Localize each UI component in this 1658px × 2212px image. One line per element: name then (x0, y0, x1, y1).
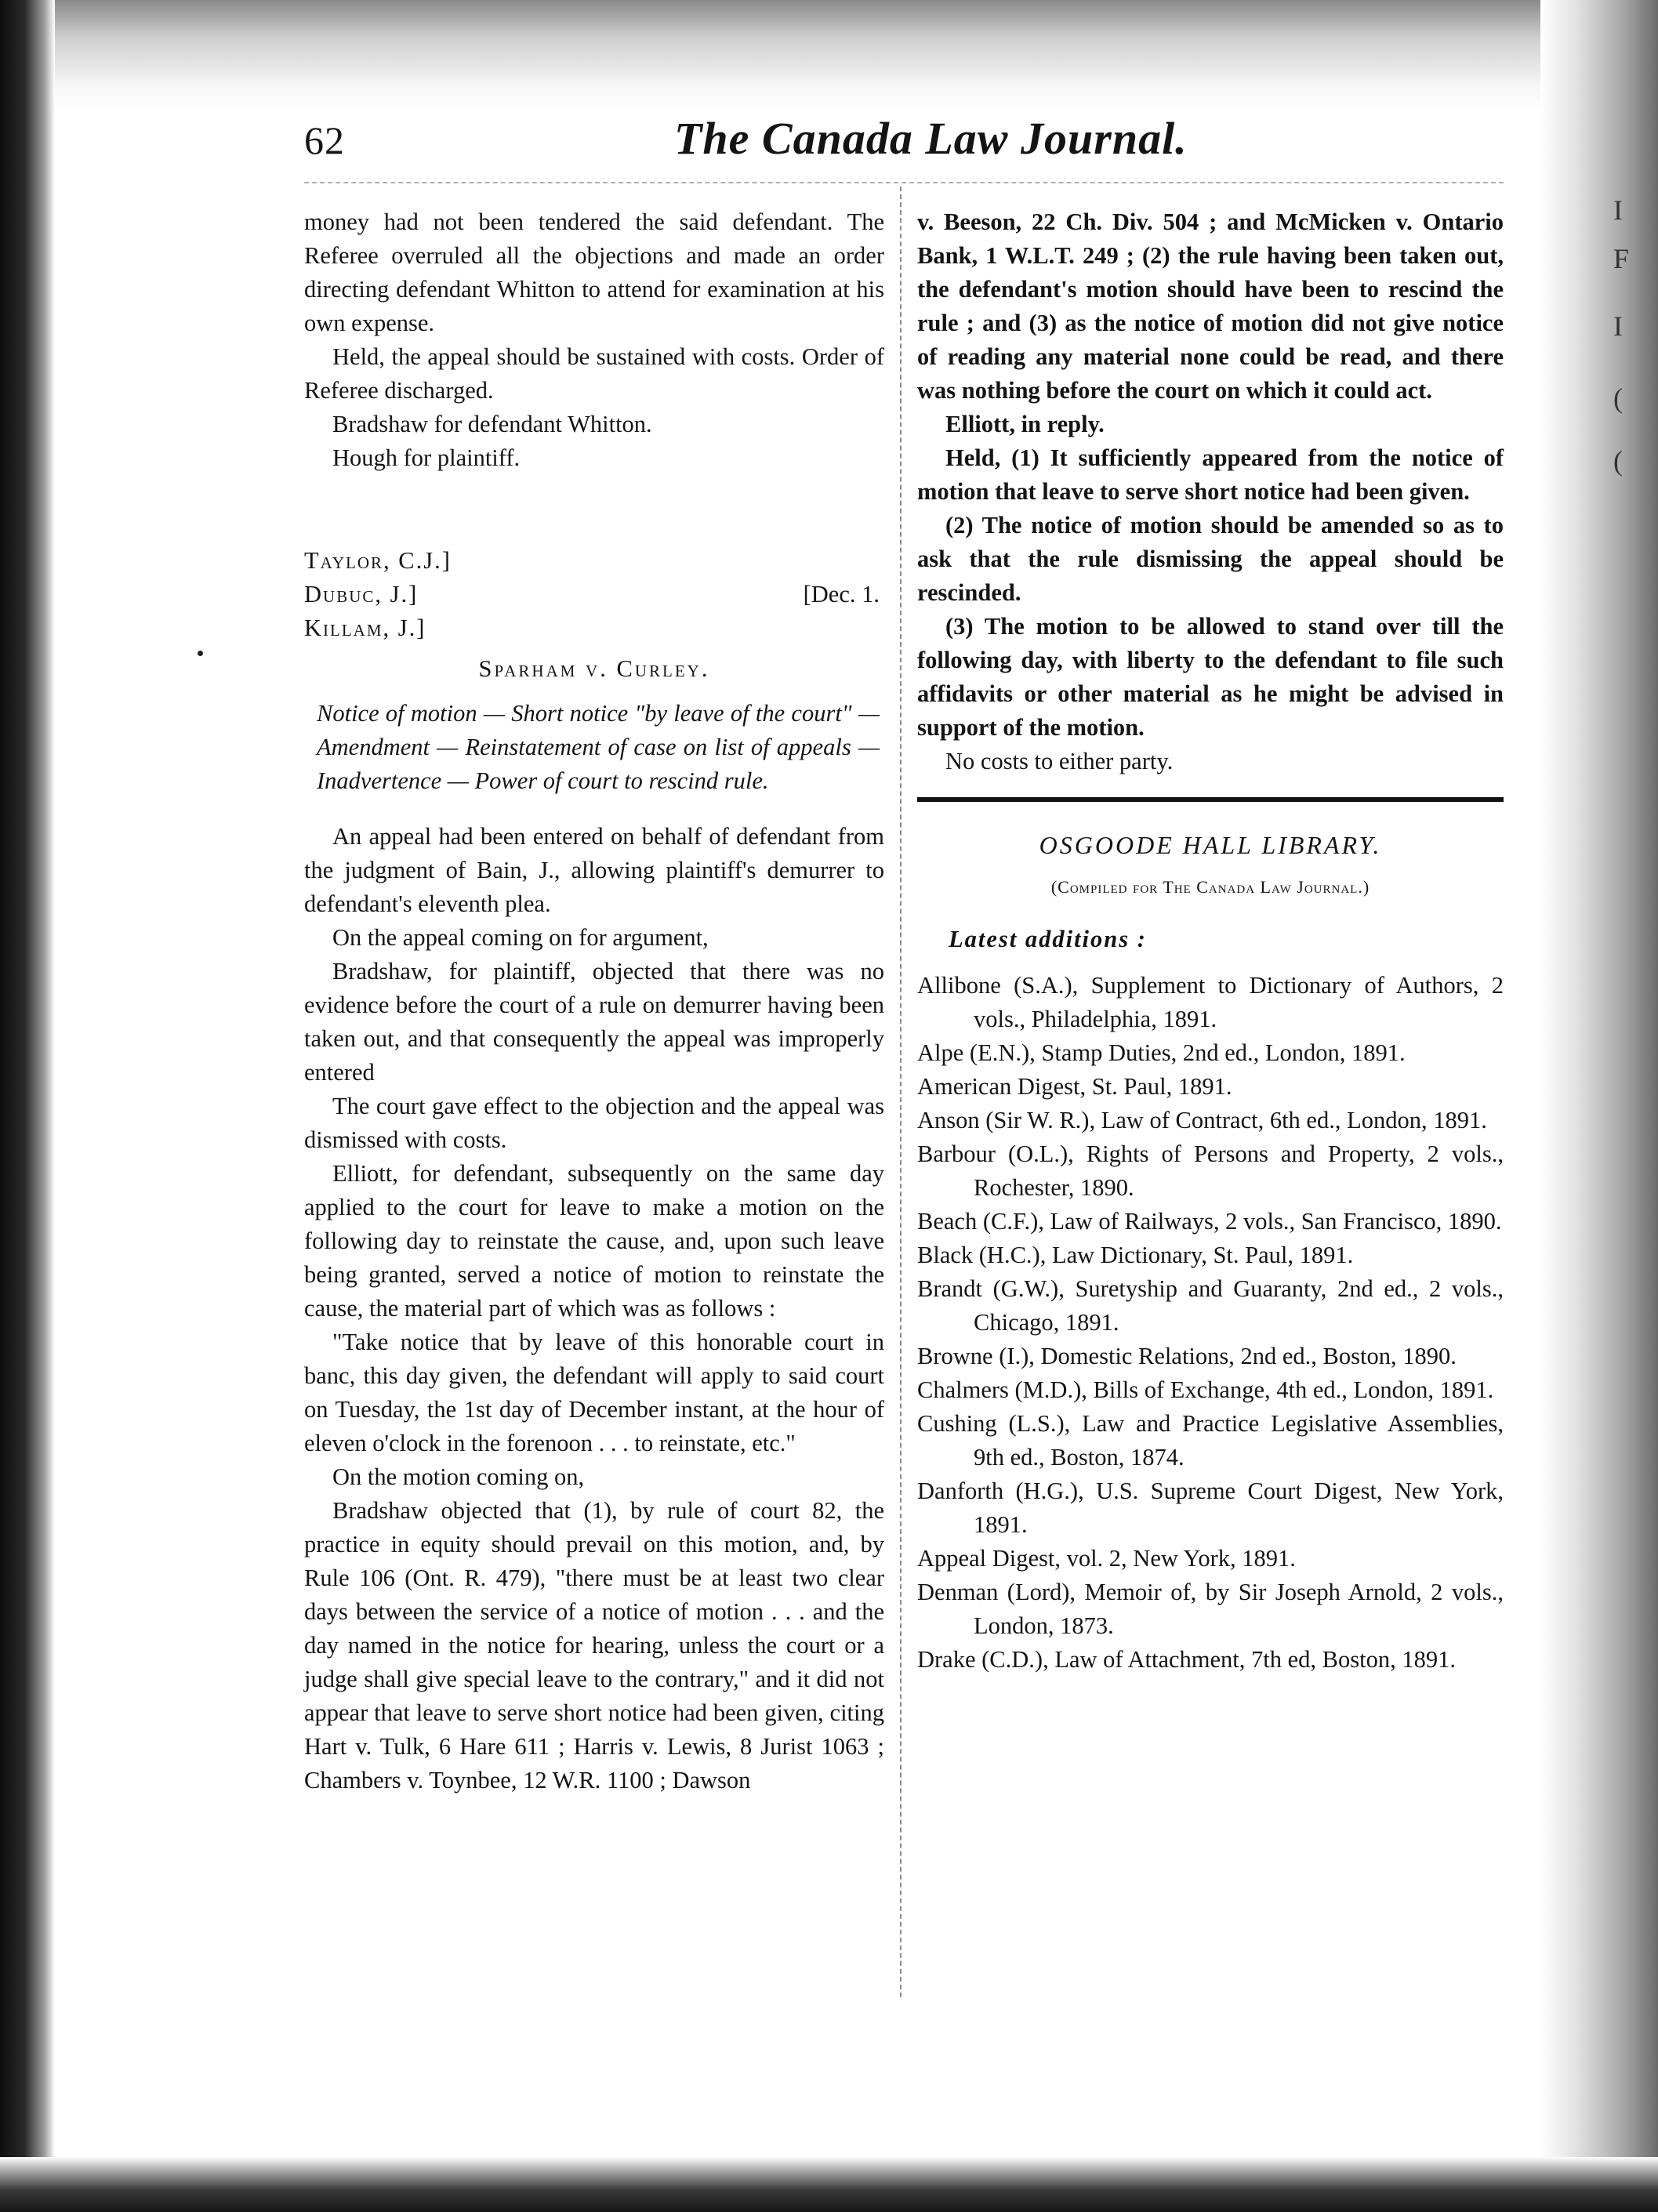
scan-shadow-top (0, 0, 1658, 110)
running-title: The Canada Law Journal. (674, 113, 1188, 164)
paragraph: The court gave effect to the objection and the appeal was dismissed with costs. (304, 1093, 884, 1153)
paragraph: (3) The motion to be allowed to stand over till the following day, with liberty to the defendant to file such affidavits or other material as he might be advised in support of the motion. (917, 613, 1504, 741)
right-column (917, 205, 1504, 1677)
judge-name: Taylor, C.J.] (304, 547, 452, 574)
judge-name: Killam, J.] (304, 615, 426, 641)
library-entry: Brandt (G.W.), Suretyship and Guaranty, 2nd ed., 2 vols., Chicago, 1891. (917, 1275, 1504, 1336)
library-title: OSGOODE HALL LIBRARY. (1039, 831, 1382, 859)
paragraph: Elliott, for defendant, subsequently on the same day applied to the court for leave to make a motion on the following day to reinstate the cause, and, upon such leave being granted, served a notice of motion to reinstate the cause, the material part of which was as follows : (304, 1160, 884, 1322)
library-entry: Browne (I.), Domestic Relations, 2nd ed., Boston, 1890. (917, 1343, 1457, 1369)
headnote: Notice of motion — Short notice "by leave of the court" — Amendment — Reinstatement of case on list of appeals — Inadvertence — Power of court to rescind rule. (317, 700, 880, 794)
library-entry: Denman (Lord), Memoir of, by Sir Joseph Arnold, 2 vols., London, 1873. (917, 1579, 1504, 1639)
paragraph: (2) The notice of motion should be amended so as to ask that the rule dismissing the appeal should be rescinded. (917, 512, 1504, 606)
edge-letter: ( (1613, 445, 1623, 477)
library-compiled-note: (Compiled for The Canada Law Journal.) (1050, 877, 1370, 897)
paragraph: On the appeal coming on for argument, (332, 924, 709, 951)
counsel-line: Elliott, in reply. (945, 411, 1105, 437)
scan-shadow-bottom (0, 2157, 1658, 2212)
scan-shadow-right (1540, 0, 1658, 2212)
edge-letter: I (1613, 310, 1623, 342)
decision-date: [Dec. 1. (803, 581, 880, 607)
library-entry: Drake (C.D.), Law of Attachment, 7th ed, Boston, 1891. (917, 1646, 1456, 1673)
paragraph: On the motion coming on, (332, 1463, 585, 1490)
paragraph: Held, (1) It sufficiently appeared from the notice of motion that leave to serve short notice had been given. (917, 444, 1504, 505)
library-entry: Anson (Sir W. R.), Law of Contract, 6th ed., London, 1891. (917, 1107, 1487, 1133)
header-rule (304, 182, 1504, 183)
paragraph: Held, the appeal should be sustained with costs. Order of Referee discharged. (304, 343, 884, 404)
column-divider (900, 187, 902, 1997)
library-entry: Allibone (S.A.), Supplement to Dictionary of Authors, 2 vols., Philadelphia, 1891. (917, 972, 1504, 1032)
paragraph: money had not been tendered the said defendant. The Referee overruled all the objections and made an order directing defendant Whitton to attend for examination at his own expense. (304, 209, 884, 336)
edge-letter: I (1613, 194, 1623, 226)
edge-letter: ( (1613, 383, 1623, 414)
library-entry: Beach (C.F.), Law of Railways, 2 vols., San Francisco, 1890. (917, 1208, 1502, 1235)
judge-name: Dubuc, J.] (304, 581, 419, 607)
spacer (304, 798, 884, 820)
spacer (304, 475, 884, 544)
page-number: 62 (304, 118, 345, 162)
paragraph: v. Beeson, 22 Ch. Div. 504 ; and McMicken v. Ontario Bank, 1 W.L.T. 249 ; (2) the rule having been taken out, the defendant's motion should have been to rescind the rule ; and (3) as the notice of motion did not give notice of reading any material none could be read, and there was nothing before the court on which it could act. (917, 209, 1504, 404)
left-column (304, 205, 884, 1797)
library-entry: Alpe (E.N.), Stamp Duties, 2nd ed., London, 1891. (917, 1039, 1406, 1066)
library-entry: Chalmers (M.D.), Bills of Exchange, 4th ed., London, 1891. (917, 1376, 1494, 1403)
paragraph: An appeal had been entered on behalf of defendant from the judgment of Bain, J., allowing plaintiff's demurrer to defendant's eleventh plea. (304, 823, 884, 917)
edge-letter: F (1613, 243, 1630, 274)
library-entry: American Digest, St. Paul, 1891. (917, 1073, 1232, 1100)
library-entry: Barbour (O.L.), Rights of Persons and Property, 2 vols., Rochester, 1890. (917, 1140, 1504, 1201)
stray-mark (198, 651, 203, 656)
paragraph: Bradshaw objected that (1), by rule of court 82, the practice in equity should prevail on this motion, and, by Rule 106 (Ont. R. 479), "there must be at least two clear days between the service of a notice of motion . . . and the day named in the notice for hearing, unless the court or a judge shall give special leave to the contrary," and it did not appear that leave to serve short notice had been given, citing Hart v. Tulk, 6 Hare 611 ; Harris v. Lewis, 8 Jurist 1063 ; Chambers v. Toynbee, 12 W.R. 1100 ; Dawson (304, 1497, 884, 1793)
scan-binding-edge (0, 0, 55, 2212)
paragraph: "Take notice that by leave of this honorable court in banc, this day given, the defendant will apply to said court on Tuesday, the 1st day of December instant, at the hour of eleven o'clock in the forenoon . . . to reinstate, etc." (304, 1329, 884, 1456)
case-title: Sparham v. Curley. (478, 655, 710, 682)
library-entry: Danforth (H.G.), U.S. Supreme Court Digest, New York, 1891. (917, 1478, 1504, 1538)
library-entry: Black (H.C.), Law Dictionary, St. Paul, 1891. (917, 1242, 1354, 1268)
counsel-line: Bradshaw for defendant Whitton. (332, 411, 652, 437)
judges-block (304, 544, 884, 647)
counsel-line: Hough for plaintiff. (332, 444, 521, 471)
paragraph: No costs to either party. (945, 748, 1174, 774)
section-rule (917, 797, 1504, 802)
library-latest-heading: Latest additions : (949, 926, 1147, 952)
library-entry: Appeal Digest, vol. 2, New York, 1891. (917, 1545, 1296, 1572)
library-entry: Cushing (L.S.), Law and Practice Legislative Assemblies, 9th ed., Boston, 1874. (917, 1410, 1504, 1470)
paragraph: Bradshaw, for plaintiff, objected that there was no evidence before the court of a rule on demurrer having been taken out, and that consequently the appeal was improperly entered (304, 958, 884, 1086)
